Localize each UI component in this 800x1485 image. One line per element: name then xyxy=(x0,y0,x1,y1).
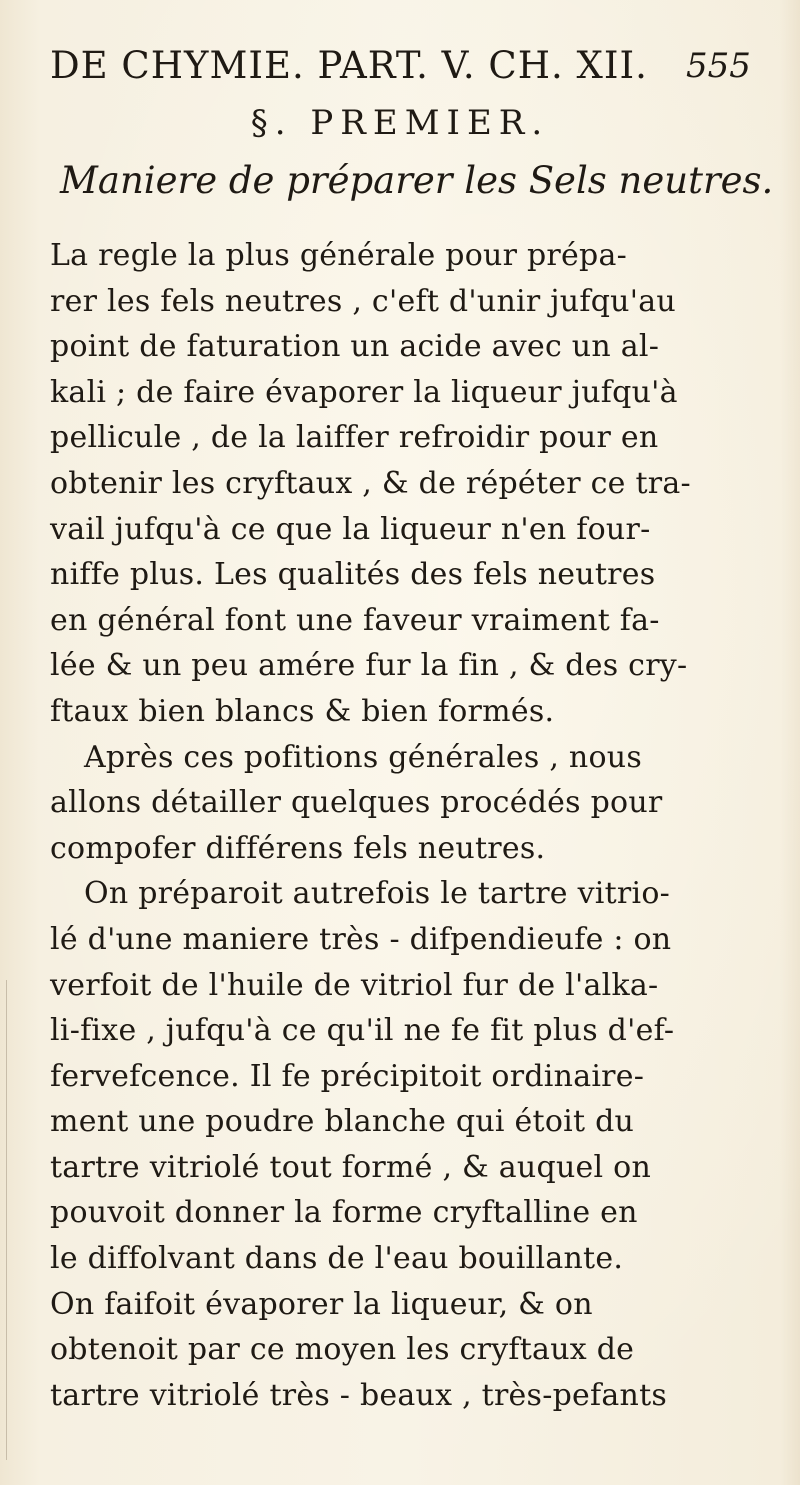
text-line: niffe plus. Les qualités des fels neutres xyxy=(50,557,656,593)
gutter-line xyxy=(6,980,7,1460)
text-line: On préparoit autrefois le tartre vitrio- xyxy=(84,876,671,912)
page-number: 555 xyxy=(686,46,751,86)
text-line: obtenoit par ce moyen les cryftaux de xyxy=(50,1332,635,1368)
text-line: obtenir les cryftaux , & de répéter ce tra- xyxy=(50,465,691,501)
text-line: Après ces pofitions générales , nous xyxy=(84,739,643,775)
text-line: tartre vitriolé très - beaux , très-pefants xyxy=(50,1377,668,1413)
text-line: rer les fels neutres , c'eft d'unir jufqu'au xyxy=(50,283,676,319)
text-line: verfoit de l'huile de vitriol fur de l'alka- xyxy=(50,967,659,1003)
text-line: La regle la plus générale pour prépa- xyxy=(50,238,627,273)
text-line: en général font une faveur vraiment fa- xyxy=(50,602,660,638)
body-text xyxy=(50,233,770,1418)
text-line: fervefcence. Il fe précipitoit ordinaire- xyxy=(50,1058,645,1094)
text-line: li-fixe , jufqu'à ce qu'il ne fe fit plus d'ef- xyxy=(50,1013,675,1049)
text-line: lé d'une maniere très - difpendieufe : on xyxy=(50,921,672,957)
text-line: ment une poudre blanche qui étoit du xyxy=(50,1104,635,1140)
text-line: vail jufqu'à ce que la liqueur n'en four- xyxy=(50,511,651,547)
text-line: pouvoit donner la forme cryftalline en xyxy=(50,1195,638,1231)
text-line: point de faturation un acide avec un al- xyxy=(50,329,660,365)
text-line: allons détailler quelques procédés pour xyxy=(50,785,663,821)
text-line: lée & un peu amére fur la fin , & des cry- xyxy=(50,648,688,684)
text-line: compofer différens fels neutres. xyxy=(50,830,546,866)
text-line: ftaux bien blancs & bien formés. xyxy=(50,693,555,729)
text-line: kali ; de faire évaporer la liqueur jufqu'à xyxy=(50,374,678,410)
text-line: On faifoit évaporer la liqueur, & on xyxy=(50,1286,593,1322)
text-line: pellicule , de la laiffer refroidir pour en xyxy=(50,420,659,456)
text-line: tartre vitriolé tout formé , & auquel on xyxy=(50,1149,652,1185)
text-line: le diffolvant dans de l'eau bouillante. xyxy=(50,1241,624,1277)
section-subtitle: Maniere de préparer les Sels neutres. xyxy=(60,159,774,202)
running-head xyxy=(50,30,750,94)
section-heading: §. PREMIER. xyxy=(250,103,550,143)
running-head-title: DE CHYMIE. PART. V. CH. XII. xyxy=(50,44,648,87)
